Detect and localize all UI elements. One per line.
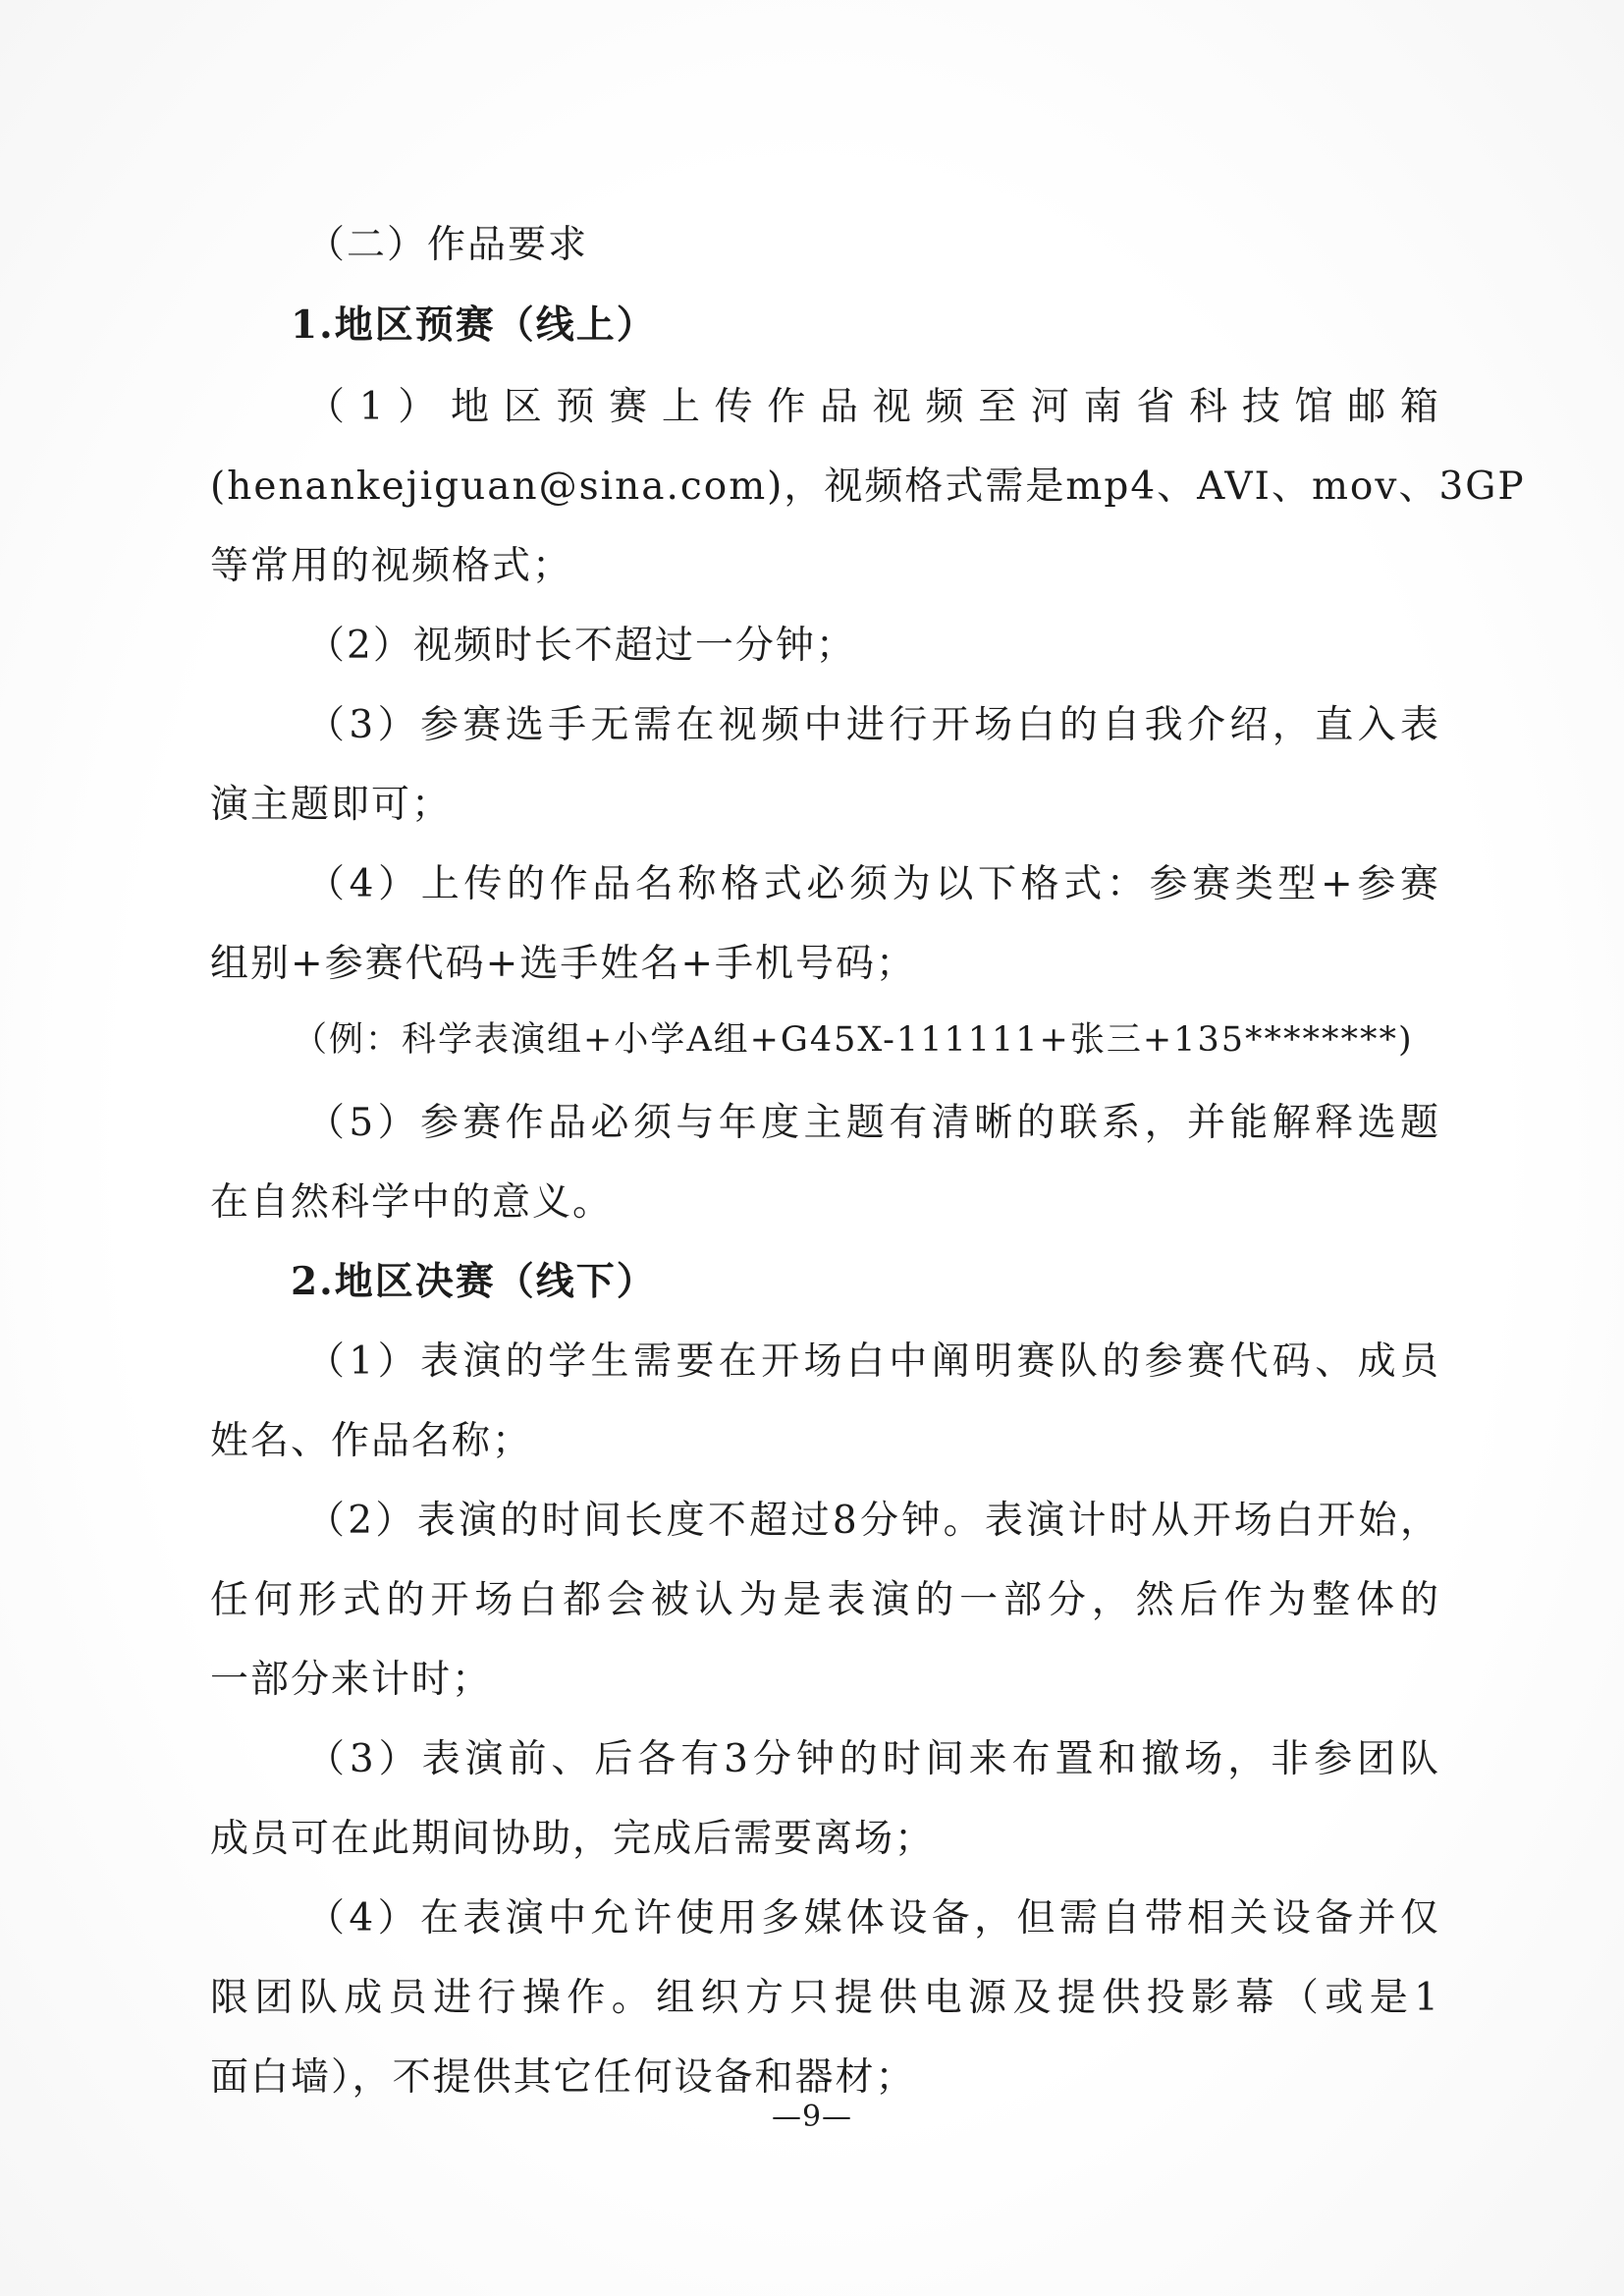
paragraph-line: 在自然科学中的意义。 [210, 1180, 614, 1225]
paragraph-line: 演主题即可； [210, 783, 453, 827]
paragraph-line: （2）视频时长不超过一分钟； [306, 624, 856, 668]
section-heading: （二）作品要求 [306, 223, 589, 267]
example-line: （例：科学表演组+小学A组+G45X-111111+张三+135********) [293, 1020, 1414, 1060]
paragraph-line: （1）表演的学生需要在开场白中阐明赛队的参赛代码、成员 [306, 1339, 1440, 1384]
paragraph-line: （4）上传的作品名称格式必须为以下格式：参赛类型+参赛 [306, 862, 1440, 906]
paragraph-line: 任何形式的开场白都会被认为是表演的一部分，然后作为整体的 [210, 1578, 1440, 1622]
paragraph-line: 组别+参赛代码+选手姓名+手机号码； [210, 942, 917, 986]
subsection-heading-final: 2.地区决赛（线下） [291, 1259, 657, 1304]
paragraph-line: （3）表演前、后各有3分钟的时间来布置和撤场，非参团队 [306, 1737, 1440, 1781]
paragraph-line: 姓名、作品名称； [210, 1419, 533, 1463]
paragraph-line: (henankejiguan@sina.com)，视频格式需是mp4、AVI、mov、3GP [210, 465, 1526, 509]
paragraph-line: 面白墙），不提供其它任何设备和器材； [210, 2055, 916, 2100]
paragraph-line: 成员可在此期间协助，完成后需要离场； [210, 1817, 936, 1861]
paragraph-line: （5）参赛作品必须与年度主题有清晰的联系，并能解释选题 [306, 1101, 1440, 1145]
paragraph-line: （3）参赛选手无需在视频中进行开场白的自我介绍，直入表 [306, 703, 1440, 747]
paragraph-line: （1）地区预赛上传作品视频至河南省科技馆邮箱 [306, 385, 1440, 429]
paragraph-line: 一部分来计时； [210, 1658, 493, 1702]
paragraph-line: （2）表演的时间长度不超过8分钟。表演计时从开场白开始， [306, 1499, 1440, 1543]
subsection-heading-preliminary: 1.地区预赛（线上） [291, 302, 657, 348]
paragraph-line: 等常用的视频格式； [210, 544, 573, 588]
paragraph-line: （4）在表演中允许使用多媒体设备，但需自带相关设备并仅 [306, 1896, 1440, 1941]
paragraph-line: 限团队成员进行操作。组织方只提供电源及提供投影幕（或是1 [210, 1976, 1440, 2020]
page-number: —9— [771, 2100, 853, 2134]
